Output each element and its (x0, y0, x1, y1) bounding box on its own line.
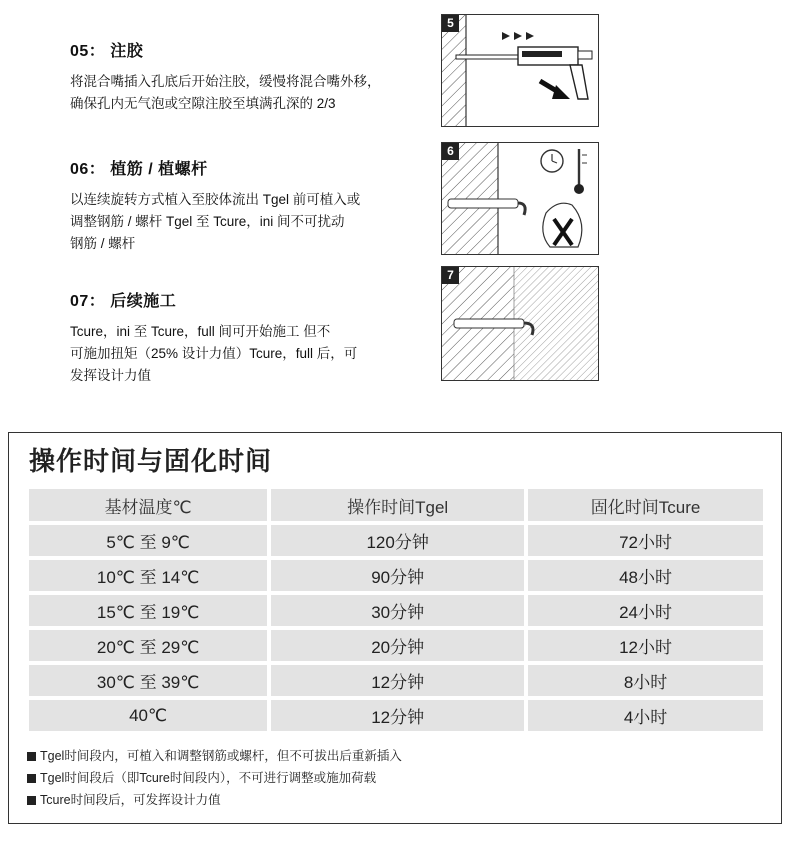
note-item (27, 767, 402, 789)
curing-time-table (29, 485, 763, 735)
table-cell: 120分钟 (271, 525, 528, 556)
figure-step-5 (441, 14, 599, 127)
triple-arrow-icon (502, 32, 534, 40)
table-cell: 10℃ 至 14℃ (29, 560, 271, 591)
step-title: 06： 植筋 / 植螺杆 (70, 161, 208, 178)
step-title: 07： 后续施工 (70, 293, 177, 310)
table-cell: 72小时 (528, 525, 763, 556)
table-row (29, 630, 763, 661)
step-line: 以连续旋转方式植入至胶体流出 Tgel 前可植入或 (70, 192, 361, 207)
table-row (29, 595, 763, 626)
table-cell: 12分钟 (271, 665, 528, 696)
step-line: 将混合嘴插入孔底后开始注胶，缓慢将混合嘴外移， (70, 74, 381, 89)
mixing-nozzle-icon (456, 55, 518, 59)
table-header-row (29, 489, 763, 521)
table-cell: 30分钟 (271, 595, 528, 626)
clock-icon (541, 150, 563, 172)
table-cell: 40℃ (29, 700, 271, 731)
table-row (29, 665, 763, 696)
table-cell: 4小时 (528, 700, 763, 731)
figure-step-6 (441, 142, 599, 255)
table-cell: 8小时 (528, 665, 763, 696)
step-07 (70, 288, 420, 387)
table-notes (27, 745, 402, 811)
note-item (27, 789, 402, 811)
bullet-square-icon (27, 774, 36, 783)
step-description (70, 71, 420, 115)
table-row (29, 560, 763, 591)
note-item (27, 745, 402, 767)
table-row (29, 700, 763, 731)
table-cell: 20℃ 至 29℃ (29, 630, 271, 661)
table-cell: 15℃ 至 19℃ (29, 595, 271, 626)
table-cell: 24小时 (528, 595, 763, 626)
note-text: Tcure时间段后，可发挥设计力值 (40, 793, 221, 807)
step-description (70, 321, 420, 387)
hand-arrow-icon (540, 81, 570, 99)
table-cell: 48小时 (528, 560, 763, 591)
step-description (70, 189, 420, 255)
column-header: 基材温度℃ (29, 489, 271, 521)
note-text: Tgel时间段内，可植入和调整钢筋或螺杆，但不可拔出后重新插入 (40, 749, 402, 763)
column-header: 固化时间Tcure (528, 489, 763, 521)
table-cell: 12分钟 (271, 700, 528, 731)
panel-title: 操作时间与固化时间 (29, 446, 273, 476)
table-cell: 12小时 (528, 630, 763, 661)
figure-number: 6 (442, 143, 459, 160)
table-cell: 90分钟 (271, 560, 528, 591)
note-text: Tgel时间段后（即Tcure时间段内），不可进行调整或施加荷载 (40, 771, 377, 785)
table-cell: 30℃ 至 39℃ (29, 665, 271, 696)
step-line: Tcure，ini 至 Tcure，full 间可开始施工 但不 (70, 324, 331, 339)
curing-time-panel (8, 432, 782, 824)
table-cell: 20分钟 (271, 630, 528, 661)
figure-step-7 (441, 266, 599, 381)
bullet-square-icon (27, 752, 36, 761)
step-line: 确保孔内无气泡或空隙注胶至填满孔深的 2/3 (70, 96, 336, 111)
table-cell: 5℃ 至 9℃ (29, 525, 271, 556)
step-title: 05： 注胶 (70, 43, 144, 60)
figure-number: 7 (442, 267, 459, 284)
bullet-square-icon (27, 796, 36, 805)
column-header: 操作时间Tgel (271, 489, 528, 521)
figure-number: 5 (442, 15, 459, 32)
step-line: 钢筋 / 螺杆 (70, 236, 136, 251)
step-line: 可施加扭矩（25% 设计力值）Tcure，full 后，可 (70, 346, 358, 361)
step-05 (70, 38, 420, 115)
step-06 (70, 156, 420, 255)
table-row (29, 525, 763, 556)
hand-cross-icon (543, 203, 582, 247)
step-line: 调整钢筋 / 螺杆 Tgel 至 Tcure，ini 间不可扰动 (70, 214, 345, 229)
step-line: 发挥设计力值 (70, 368, 151, 383)
thermometer-icon (574, 149, 587, 194)
